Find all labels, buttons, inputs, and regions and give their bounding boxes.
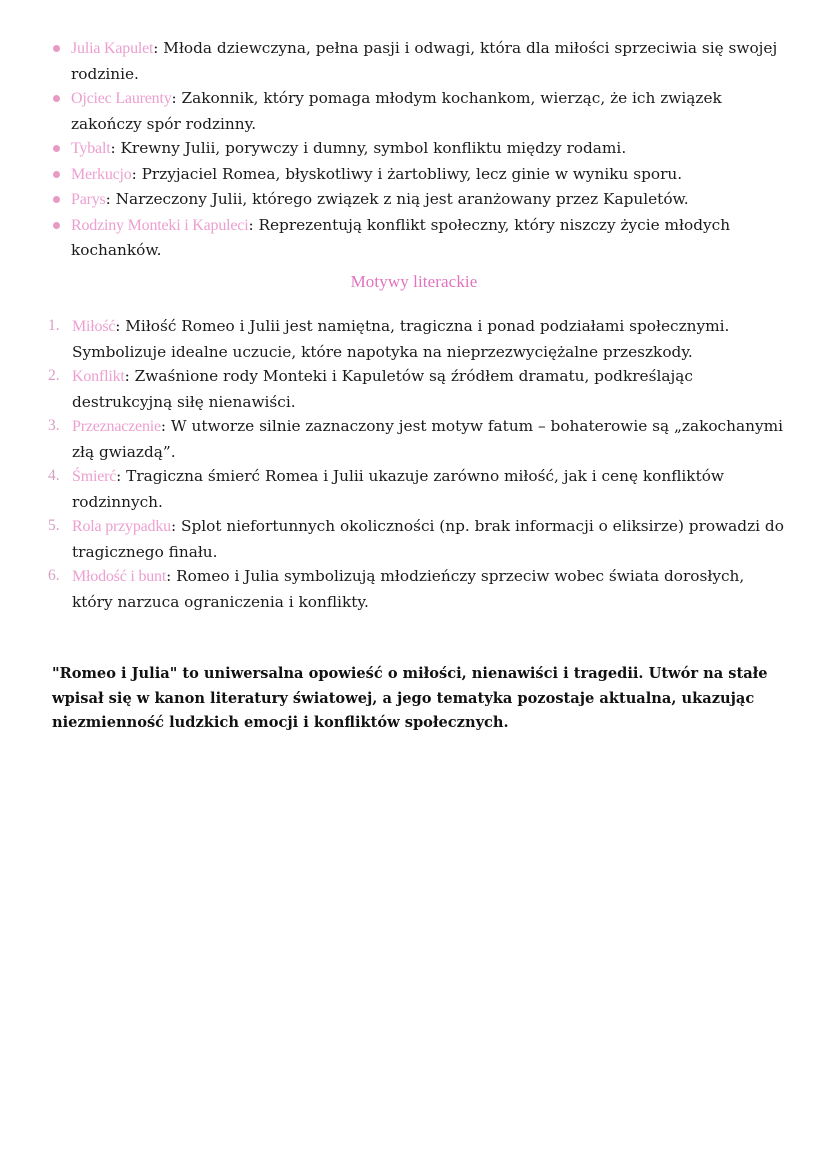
bullet-dot-icon bbox=[53, 222, 60, 229]
list-item bbox=[52, 162, 787, 188]
character-description: : Młoda dziewczyna, pełna pasji i odwagi, która dla miłości sprzeciwia się swojej rodzinie. bbox=[71, 39, 778, 83]
motif-name: Konflikt bbox=[72, 368, 125, 385]
list-item bbox=[48, 364, 788, 414]
list-item bbox=[52, 136, 787, 162]
character-description: : Przyjaciel Romea, błyskotliwy i żartobliwy, lecz ginie w wyniku sporu. bbox=[131, 164, 683, 183]
character-list bbox=[52, 36, 787, 263]
character-name: Julia Kapulet bbox=[71, 40, 154, 57]
character-name: Rodziny Monteki i Kapuleci bbox=[71, 216, 249, 234]
motif-name: Rola przypadku bbox=[72, 518, 171, 535]
character-name: Tybalt bbox=[71, 140, 111, 157]
motif-description: : Miłość Romeo i Julii jest namiętna, tragiczna i ponad podziałami społecznymi. Symbolizuje idealne uczucie, które napotyka na nieprzezwyciężalne przeszkody. bbox=[72, 317, 730, 361]
list-number: 6. bbox=[48, 567, 60, 584]
list-number: 4. bbox=[48, 467, 60, 484]
bullet-dot-icon bbox=[53, 196, 60, 203]
character-name: Parys bbox=[71, 191, 106, 208]
motif-name: Miłość bbox=[72, 318, 116, 335]
motif-description: : W utworze silnie zaznaczony jest motyw fatum – bohaterowie są „zakochanymi złą gwiazdą”. bbox=[72, 417, 783, 461]
list-item bbox=[48, 414, 788, 464]
list-item bbox=[52, 213, 787, 263]
motif-description: : Splot niefortunnych okoliczności (np. brak informacji o eliksirze) prowadzi do tragicznego finału. bbox=[72, 517, 784, 561]
list-number: 5. bbox=[48, 517, 60, 534]
list-item bbox=[52, 36, 787, 86]
motif-name: Młodość i bunt bbox=[72, 568, 167, 585]
motif-name: Śmierć bbox=[72, 468, 117, 485]
list-item bbox=[48, 314, 788, 364]
bullet-dot-icon bbox=[53, 171, 60, 178]
character-name: Ojciec Laurenty bbox=[71, 90, 172, 107]
list-number: 1. bbox=[48, 317, 60, 334]
list-number: 3. bbox=[48, 417, 60, 434]
motif-description: : Tragiczna śmierć Romea i Julii ukazuje zarówno miłość, jak i cenę konfliktów rodzinnych. bbox=[72, 467, 725, 511]
character-description: : Krewny Julii, porywczy i dumny, symbol konfliktu między rodami. bbox=[110, 139, 627, 157]
list-item bbox=[52, 86, 787, 136]
list-item bbox=[48, 514, 788, 564]
bullet-dot-icon bbox=[53, 145, 60, 152]
list-number: 2. bbox=[48, 367, 60, 384]
motif-name: Przeznaczenie bbox=[72, 418, 161, 435]
list-item bbox=[48, 464, 788, 514]
bullet-dot-icon bbox=[53, 45, 60, 52]
section-heading: Motywy literackie bbox=[350, 272, 478, 291]
bullet-dot-icon bbox=[53, 95, 60, 102]
character-description: : Narzeczony Julii, którego związek z nią jest aranżowany przez Kapuletów. bbox=[105, 190, 689, 208]
summary-paragraph: "Romeo i Julia" to uniwersalna opowieść o miłości, nienawiści i tragedii. Utwór na stałe wpisał się w kanon literatury światowej, a jego tematyka pozostaje aktualna, ukazując niezmienność ludzkich emocji i konfliktów społecznych. bbox=[52, 665, 768, 731]
list-item bbox=[48, 564, 788, 614]
list-item bbox=[52, 187, 787, 213]
character-description: : Reprezentują konflikt społeczny, który niszczy życie młodych kochanków. bbox=[71, 215, 731, 259]
motif-list bbox=[48, 314, 788, 614]
character-name: Merkucjo bbox=[71, 165, 132, 183]
character-description: : Zakonnik, który pomaga młodym kochankom, wierząc, że ich związek zakończy spór rodzinny. bbox=[71, 89, 722, 133]
motif-description: : Romeo i Julia symbolizują młodzieńczy sprzeciw wobec świata dorosłych, który narzuca ograniczenia i konflikty. bbox=[72, 567, 745, 611]
motif-description: : Zwaśnione rody Monteki i Kapuletów są źródłem dramatu, podkreślając destrukcyjną siłę nienawiści. bbox=[72, 367, 693, 411]
